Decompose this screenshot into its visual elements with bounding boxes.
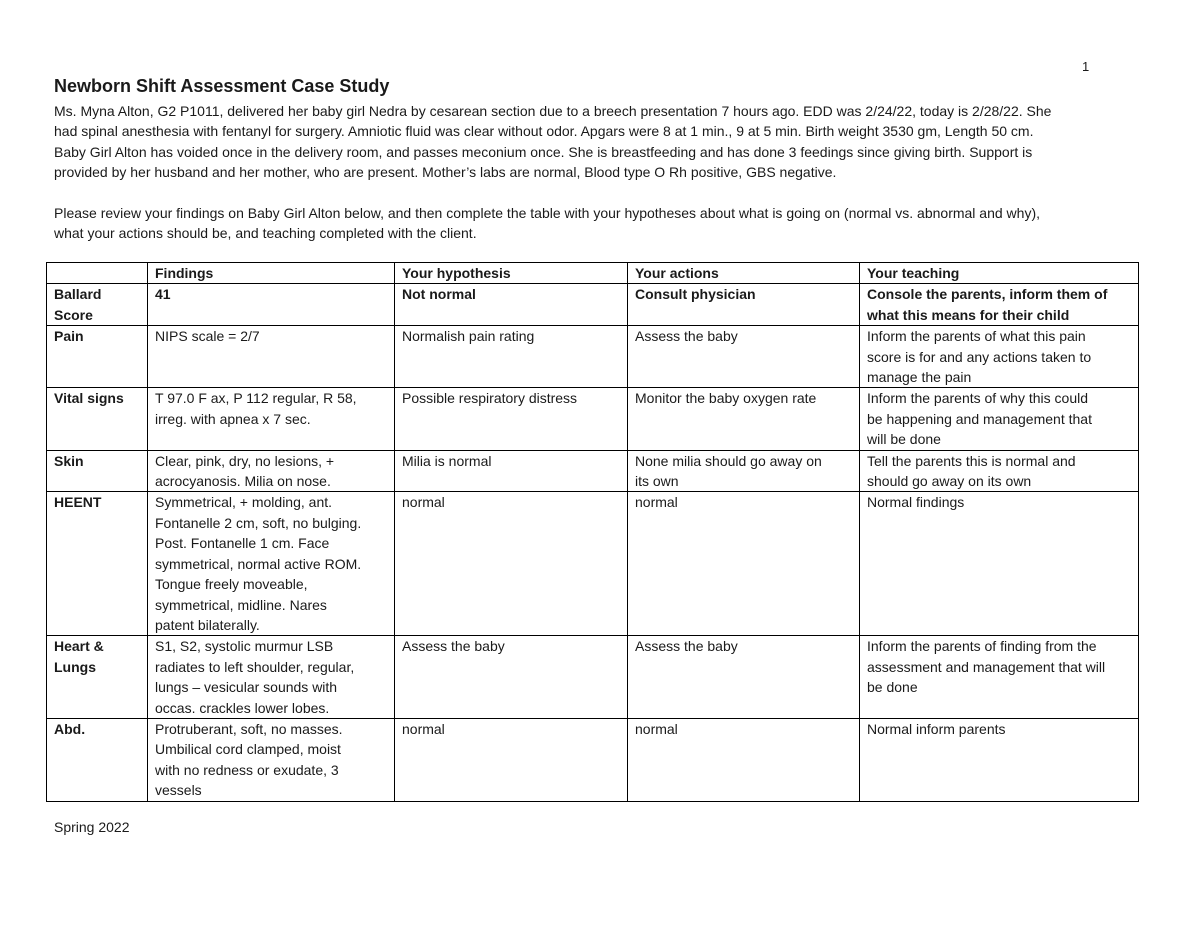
instruction-line: Please review your findings on Baby Girl Alton below, and then complete the table with your hypotheses about what is going on (normal vs. abnormal and why),	[54, 205, 1041, 221]
cell-line: acrocyanosis. Milia on nose.	[155, 473, 331, 490]
cell-line: with no redness or exudate, 3	[155, 761, 339, 778]
cell-line: irreg. with apnea x 7 sec.	[155, 410, 311, 427]
cell-line: be done	[867, 679, 918, 696]
cell-line: None milia should go away on	[635, 452, 822, 469]
cell-line: Assess the baby	[635, 328, 738, 345]
actions-cell	[628, 492, 860, 636]
assessment-table	[46, 262, 1139, 802]
findings-cell	[148, 718, 395, 801]
case-description	[54, 101, 1154, 183]
cell-line: its own	[635, 473, 679, 490]
cell-line: Tell the parents this is normal and	[867, 452, 1076, 469]
cell-line: Normalish pain rating	[402, 328, 535, 345]
cell-line: symmetrical, normal active ROM.	[155, 555, 362, 572]
cell-line: normal	[635, 720, 678, 737]
case-line: Baby Girl Alton has voided once in the delivery room, and passes meconium once. She is breastfeeding and has done 3 feedings since giving birth. Support is	[54, 143, 1033, 160]
cell-line: vessels	[155, 782, 202, 799]
header-actions: Your actions	[628, 263, 860, 284]
label-line: Heart &	[54, 638, 104, 655]
label-line: HEENT	[54, 494, 102, 511]
cell-line: symmetrical, midline. Nares	[155, 596, 327, 613]
teaching-cell	[860, 284, 1139, 326]
cell-line: score is for and any actions taken to	[867, 348, 1092, 365]
row-label	[47, 388, 148, 450]
row-label	[47, 636, 148, 719]
hypothesis-cell	[395, 492, 628, 636]
label-line: Ballard	[54, 286, 102, 303]
cell-line: patent bilaterally.	[155, 616, 260, 633]
cell-line: assessment and management that will	[867, 658, 1106, 675]
cell-line: Protruberant, soft, no masses.	[155, 720, 343, 737]
actions-cell	[628, 326, 860, 388]
cell-line: Symmetrical, + molding, ant.	[155, 494, 333, 511]
table-row-ballard-score	[47, 284, 1139, 326]
instruction-line: what your actions should be, and teaching completed with the client.	[54, 225, 477, 242]
cell-line: should go away on its own	[867, 473, 1032, 490]
cell-line: Possible respiratory distress	[402, 390, 578, 407]
findings-cell	[148, 284, 395, 326]
teaching-cell	[860, 636, 1139, 719]
cell-line: Inform the parents of why this could	[867, 390, 1088, 407]
table-row-heart-lungs	[47, 636, 1139, 719]
cell-line: Assess the baby	[402, 638, 505, 655]
cell-line: normal	[402, 720, 445, 737]
cell-line: be happening and management that	[867, 410, 1092, 427]
hypothesis-cell	[395, 636, 628, 719]
row-label	[47, 326, 148, 388]
table-header-row	[47, 263, 1139, 284]
findings-cell	[148, 388, 395, 450]
row-label	[47, 492, 148, 636]
cell-line: 41	[155, 286, 171, 303]
findings-cell	[148, 450, 395, 492]
cell-line: normal	[402, 494, 445, 511]
instructions	[54, 203, 1154, 244]
cell-line: Not normal	[402, 286, 476, 303]
label-line: Lungs	[54, 658, 96, 675]
case-line: provided by her husband and her mother, who are present. Mother’s labs are normal, Blood type O Rh positive, GBS negative.	[54, 164, 837, 181]
page-number: 1	[1082, 59, 1090, 74]
cell-line: Post. Fontanelle 1 cm. Face	[155, 535, 330, 552]
findings-cell	[148, 636, 395, 719]
label-line: Score	[54, 306, 93, 323]
cell-line: Fontanelle 2 cm, soft, no bulging.	[155, 514, 362, 531]
cell-line: Umbilical cord clamped, moist	[155, 741, 341, 758]
table-row-pain	[47, 326, 1139, 388]
document-title: Newborn Shift Assessment Case Study	[54, 76, 390, 96]
label-line: Skin	[54, 452, 84, 469]
cell-line: Clear, pink, dry, no lesions, +	[155, 452, 335, 469]
cell-line: S1, S2, systolic murmur LSB	[155, 638, 334, 655]
teaching-cell	[860, 492, 1139, 636]
table-row-heent	[47, 492, 1139, 636]
actions-cell	[628, 636, 860, 719]
row-label	[47, 284, 148, 326]
table-row-vital-signs	[47, 388, 1139, 450]
header-blank	[47, 263, 148, 284]
cell-line: Tongue freely moveable,	[155, 576, 308, 593]
row-label	[47, 718, 148, 801]
hypothesis-cell	[395, 718, 628, 801]
table-row-skin	[47, 450, 1139, 492]
footer-text: Spring 2022	[54, 819, 130, 835]
header-findings: Findings	[148, 263, 395, 284]
cell-line: Monitor the baby oxygen rate	[635, 390, 817, 407]
teaching-cell	[860, 450, 1139, 492]
cell-line: NIPS scale = 2/7	[155, 328, 260, 345]
label-line: Vital signs	[54, 390, 124, 407]
cell-line: Inform the parents of finding from the	[867, 638, 1097, 655]
teaching-cell	[860, 388, 1139, 450]
cell-line: what this means for their child	[867, 306, 1070, 323]
cell-line: Inform the parents of what this pain	[867, 328, 1086, 345]
hypothesis-cell	[395, 388, 628, 450]
cell-line: Normal inform parents	[867, 720, 1006, 737]
label-line: Pain	[54, 328, 84, 345]
findings-cell	[148, 326, 395, 388]
row-label	[47, 450, 148, 492]
teaching-cell	[860, 326, 1139, 388]
actions-cell	[628, 388, 860, 450]
cell-line: normal	[635, 494, 678, 511]
cell-line: manage the pain	[867, 369, 972, 386]
cell-line: Milia is normal	[402, 452, 492, 469]
cell-line: occas. crackles lower lobes.	[155, 699, 330, 716]
cell-line: will be done	[867, 431, 941, 448]
cell-line: Consult physician	[635, 286, 756, 303]
header-hypothesis: Your hypothesis	[395, 263, 628, 284]
cell-line: Normal findings	[867, 494, 965, 511]
actions-cell	[628, 718, 860, 801]
actions-cell	[628, 284, 860, 326]
case-line: had spinal anesthesia with fentanyl for surgery. Amniotic fluid was clear without odor. Apgars were 8 at 1 min., 9 at 5 min. Birth weight 3530 gm, Length 50 cm.	[54, 123, 1034, 140]
header-teaching: Your teaching	[860, 263, 1139, 284]
findings-cell	[148, 492, 395, 636]
hypothesis-cell	[395, 284, 628, 326]
cell-line: radiates to left shoulder, regular,	[155, 658, 355, 675]
cell-line: lungs – vesicular sounds with	[155, 679, 338, 696]
hypothesis-cell	[395, 450, 628, 492]
hypothesis-cell	[395, 326, 628, 388]
case-line: Ms. Myna Alton, G2 P1011, delivered her baby girl Nedra by cesarean section due to a breech presentation 7 hours ago. EDD was 2/24/22, today is 2/28/22. She	[54, 103, 1052, 119]
table-row-abd	[47, 718, 1139, 801]
cell-line: Assess the baby	[635, 638, 738, 655]
actions-cell	[628, 450, 860, 492]
cell-line: T 97.0 F ax, P 112 regular, R 58,	[155, 390, 357, 407]
label-line: Abd.	[54, 720, 86, 737]
teaching-cell	[860, 718, 1139, 801]
cell-line: Console the parents, inform them of	[867, 286, 1108, 303]
